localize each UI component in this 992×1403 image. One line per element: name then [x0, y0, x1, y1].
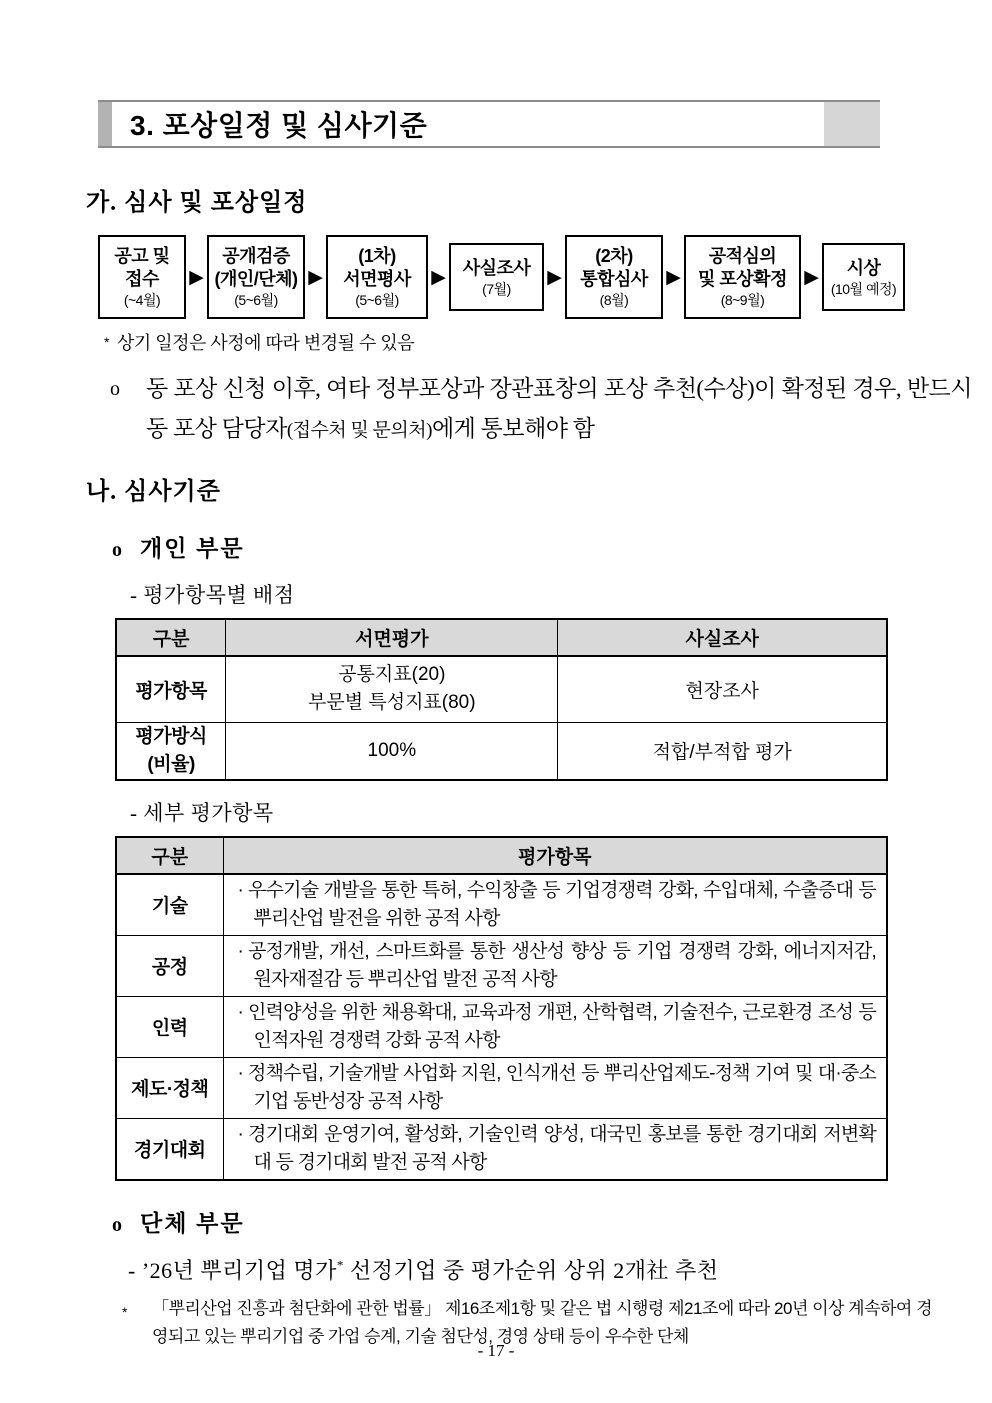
heading-schedule: 가. 심사 및 포상일정: [86, 190, 308, 216]
label-scoring: - 평가항목별 배점: [130, 583, 295, 607]
cell-text: [224, 936, 887, 996]
flow-step-label: 사실조사: [462, 257, 531, 278]
table-header-row: [116, 837, 887, 874]
section-banner: [98, 100, 880, 148]
flow-step-label: 및 포상확정: [698, 269, 787, 289]
arrow-right-icon: ▶: [308, 266, 323, 288]
group-recommendation: [128, 1254, 992, 1285]
flow-step-label: (개인/단체): [214, 269, 298, 289]
flow-step-label: 서면평사: [343, 269, 411, 289]
flow-step-label: 시상: [846, 257, 881, 278]
table-cell: 현장조사: [558, 656, 887, 722]
arrow-right-icon: ▶: [431, 266, 446, 288]
flow-step-date: (8~9월): [720, 292, 765, 308]
table-cell: [223, 1057, 887, 1118]
dot-bullet: ·: [237, 879, 244, 901]
cell-line: 부문별 특성지표(80): [308, 692, 476, 714]
group-recommendation-pre: - ’26년 뿌리기업 명가: [128, 1257, 337, 1283]
subheading-group: [112, 1205, 992, 1238]
scoring-table: [115, 618, 888, 781]
cell-text-body: 정책수립, 기술개발 사업화 지원, 인식개선 등 뿌리산업제도-정책 기여 및 대·중소기업 동반성장 공적 사항: [248, 1062, 876, 1112]
schedule-note-text: 상기 일정은 사정에 따라 변경될 수 있음: [116, 333, 415, 353]
table-cell: [226, 656, 558, 722]
table-row: [116, 935, 887, 996]
row-header-line: 평가방식: [135, 725, 207, 747]
cell-text: [224, 1119, 887, 1179]
label-detail: - 세부 평가항목: [130, 800, 274, 825]
flow-step-label: 통합심사: [580, 269, 648, 289]
cell-text: [224, 1058, 887, 1118]
schedule-note: [104, 329, 992, 355]
row-header: 공정: [116, 935, 223, 996]
flow-step-date: (5~6월): [355, 292, 399, 308]
table-cell: [223, 996, 887, 1057]
notification-text-pre: 동 포상 신청 이후, 여타 정부포상과 장관표창의 포상 추천(수상)이 확정된 경우, 반드시 동 포상 담당자: [146, 376, 972, 441]
cell-text-body: 공정개발, 개선, 스마트화를 통한 생산성 향상 등 기업 경쟁력 강화, 에너지저감, 원자재절감 등 뿌리산업 발전 공적 사항: [248, 940, 876, 990]
cell-text-body: 우수기술 개발을 통한 특허, 수익창출 등 기업경쟁력 강화, 수입대체, 수출증대 등 뿌리산업 발전을 위한 공적 사항: [248, 879, 876, 929]
heading-criteria: 나. 심사기준: [86, 479, 221, 505]
cell-line: 공통지표(20): [338, 664, 446, 686]
group-footnote-text: 「뿌리산업 진흥과 첨단화에 관한 법률」 제16조제1항 및 같은 법 시행령 제21조에 따라 20년 이상 계속하여 경영되고 있는 뿌리기업 중 가업 승계, 기술 첨단성, 경영 상태 등이 우수한 단체: [152, 1298, 932, 1346]
asterisk-marker: *: [122, 1303, 127, 1320]
flow-step-date: (8월): [599, 292, 629, 308]
row-header: 기술: [116, 874, 223, 936]
banner-left-cap: [98, 102, 112, 146]
subheading-group-label: 단체 부문: [140, 1210, 245, 1236]
table-row: [116, 996, 887, 1057]
banner-right-cap: [824, 102, 880, 146]
cell-text: [224, 875, 887, 935]
column-header: 평가항목: [223, 837, 887, 874]
flow-step-verification: [207, 235, 305, 319]
table-row: [116, 656, 887, 722]
flow-step-date: (~4월): [123, 292, 161, 308]
flow-step-date: (7월): [482, 280, 511, 297]
arrow-right-icon: ▶: [189, 266, 204, 288]
group-recommendation-post: 선정기업 중 평가순위 상위 2개社 추천: [343, 1257, 719, 1283]
flow-step-label: (2차): [595, 246, 633, 266]
row-header: 인력: [116, 996, 223, 1057]
flow-step-award: [822, 243, 905, 311]
flow-step-label: (1차): [358, 246, 396, 266]
table-row: [116, 874, 887, 936]
flow-step-label: 공개검증: [222, 246, 290, 266]
subheading-individual: [112, 530, 992, 563]
table-cell: 100%: [226, 722, 558, 780]
table-row: [116, 1118, 887, 1180]
arrow-right-icon: ▶: [547, 266, 562, 288]
row-header: 제도·정책: [116, 1057, 223, 1118]
flow-step-fact-check: [449, 243, 544, 311]
column-header: 서면평가: [226, 619, 558, 656]
flow-step-announcement: [98, 235, 186, 319]
row-header: [116, 722, 226, 780]
arrow-right-icon: ▶: [804, 266, 819, 288]
flow-step-date: (5~6월): [234, 292, 278, 308]
column-header: 사실조사: [558, 619, 887, 656]
flow-step-label: 공적심의: [708, 246, 777, 266]
row-header: 평가항목: [116, 656, 226, 722]
cell-text-body: 경기대회 운영기여, 활성화, 기술인력 양성, 대국민 홍보를 통한 경기대회 저변확대 등 경기대회 발전 공적 사항: [248, 1123, 876, 1173]
schedule-flowchart: [98, 235, 905, 319]
arrow-right-icon: ▶: [666, 266, 681, 288]
column-header: 구분: [116, 619, 226, 656]
table-row: [116, 722, 887, 780]
detail-table: [115, 836, 888, 1181]
table-cell: [223, 1118, 887, 1180]
flow-step-integrated-review: [565, 235, 663, 319]
table-row: [116, 1057, 887, 1118]
column-header: 구분: [116, 837, 223, 874]
notification-paragraph: [110, 369, 972, 451]
dot-bullet: ·: [237, 1001, 244, 1023]
flow-step-date: (10월 예정): [830, 280, 897, 297]
table-cell: [223, 935, 887, 996]
row-header-line: (비율): [147, 753, 195, 775]
dot-bullet: ·: [237, 1123, 244, 1145]
flow-step-label: 접수: [125, 269, 159, 289]
flow-step-document-review: [326, 235, 428, 319]
page-number: - 17 -: [477, 1341, 515, 1360]
table-cell: [223, 874, 887, 936]
dot-bullet: ·: [237, 940, 244, 962]
notification-text: [146, 369, 972, 451]
subheading-individual-label: 개인 부문: [140, 536, 245, 561]
circle-bullet-marker: ο: [112, 1213, 124, 1236]
cell-text-body: 인력양성을 위한 채용확대, 교육과정 개편, 산학협력, 기술전수, 근로환경 조성 등 인적자원 경쟁력 강화 공적 사항: [248, 1001, 876, 1051]
dot-bullet: ·: [237, 1062, 244, 1084]
cell-text: [224, 997, 887, 1057]
notification-text-small: (접수처 및 문의처): [286, 420, 432, 441]
circle-bullet-marker: ο: [110, 378, 120, 400]
table-cell: 적합/부적합 평가: [558, 722, 887, 780]
flow-step-merit-confirmation: [684, 235, 801, 319]
asterisk-superscript: *: [336, 1257, 344, 1273]
table-header-row: [116, 619, 887, 656]
row-header: 경기대회: [116, 1118, 223, 1180]
asterisk-marker: *: [104, 334, 109, 350]
circle-bullet-marker: ο: [112, 539, 124, 561]
flow-step-label: 공고 및: [114, 246, 170, 266]
notification-text-post: 에게 통보해야 함: [431, 416, 595, 441]
page-title: 3. 포상일정 및 심사기준: [130, 110, 428, 141]
